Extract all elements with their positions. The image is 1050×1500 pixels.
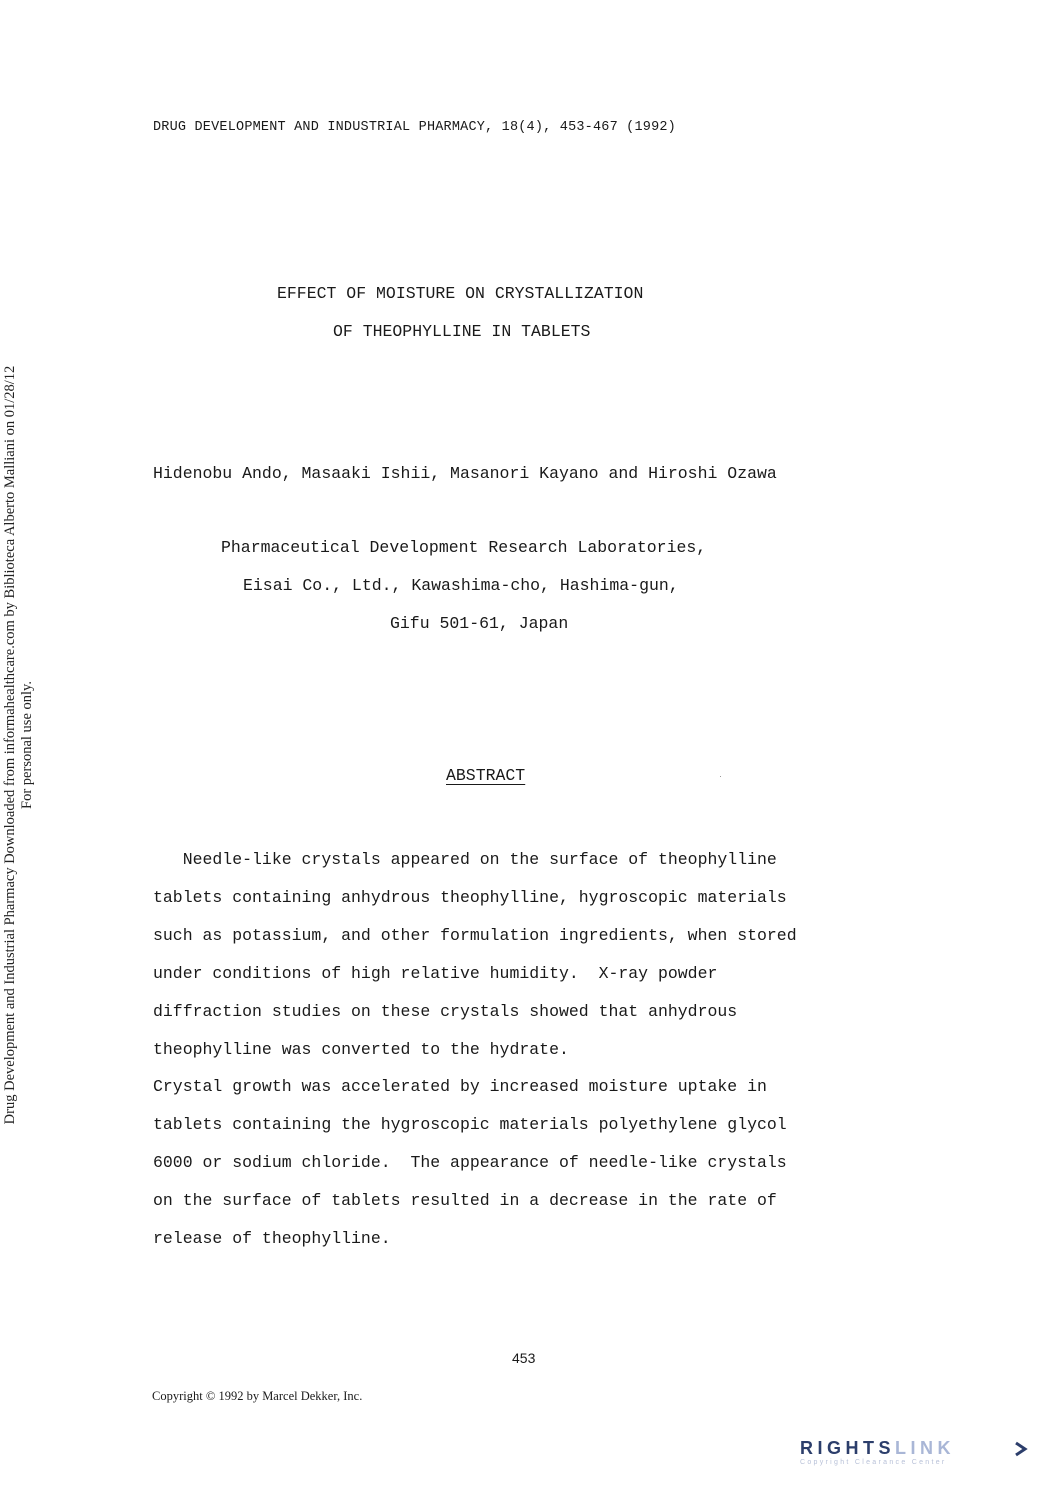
rightslink-rights-text: RIGHTS [800, 1438, 896, 1458]
affiliation-line-2: Eisai Co., Ltd., Kawashima-cho, Hashima-gun, [243, 576, 679, 595]
rightslink-logo[interactable] [800, 1438, 1032, 1470]
abstract-line: diffraction studies on these crystals showed that anhydrous [153, 1001, 738, 1021]
download-notice [2, 305, 36, 1185]
copyright-notice: Copyright © 1992 by Marcel Dekker, Inc. [152, 1389, 363, 1403]
abstract-heading: ABSTRACT [446, 766, 526, 785]
affiliation-line-3: Gifu 501-61, Japan [390, 614, 569, 633]
author-list: Hidenobu Ando, Masaaki Ishii, Masanori Kayano and Hiroshi Ozawa [153, 464, 777, 483]
affiliation-line-1: Pharmaceutical Development Research Laboratories, [221, 538, 707, 557]
journal-citation: DRUG DEVELOPMENT AND INDUSTRIAL PHARMACY, 18(4), 453-467 (1992) [153, 120, 676, 135]
abstract-line: Needle-like crystals appeared on the surface of theophylline [153, 850, 777, 869]
abstract-line: such as potassium, and other formulation ingredients, when stored [153, 925, 797, 945]
abstract-body [153, 841, 913, 1258]
download-notice-line-1: Drug Development and Industrial Pharmacy Downloaded from informahealthcare.com by Biblioteca Alberto Malliani on 01/28/12 [2, 365, 18, 1125]
download-notice-line-2: For personal use only. [19, 681, 35, 809]
abstract-line: under conditions of high relative humidity. X-ray powder [153, 963, 718, 983]
scan-speck [720, 776, 721, 777]
rightslink-tagline: Copyright Clearance Center [800, 1459, 947, 1466]
abstract-line: release of theophylline. [153, 1229, 391, 1249]
abstract-line: theophylline was converted to the hydrate. [153, 1039, 569, 1059]
rightslink-link-text: LINK [895, 1438, 956, 1458]
page-number: 453 [512, 1350, 536, 1366]
abstract-line: tablets containing anhydrous theophylline, hygroscopic materials [153, 887, 787, 907]
title-line-1: EFFECT OF MOISTURE ON CRYSTALLIZATION [277, 284, 644, 303]
title-line-2: OF THEOPHYLLINE IN TABLETS [333, 322, 591, 341]
rightslink-wordmark [800, 1438, 1032, 1458]
chevron-right-icon [1013, 1441, 1029, 1457]
abstract-line: Crystal growth was accelerated by increased moisture uptake in [153, 1077, 767, 1097]
abstract-line: on the surface of tablets resulted in a decrease in the rate of [153, 1191, 777, 1211]
abstract-line: tablets containing the hygroscopic materials polyethylene glycol [153, 1115, 787, 1135]
abstract-line: 6000 or sodium chloride. The appearance of needle-like crystals [153, 1153, 787, 1173]
